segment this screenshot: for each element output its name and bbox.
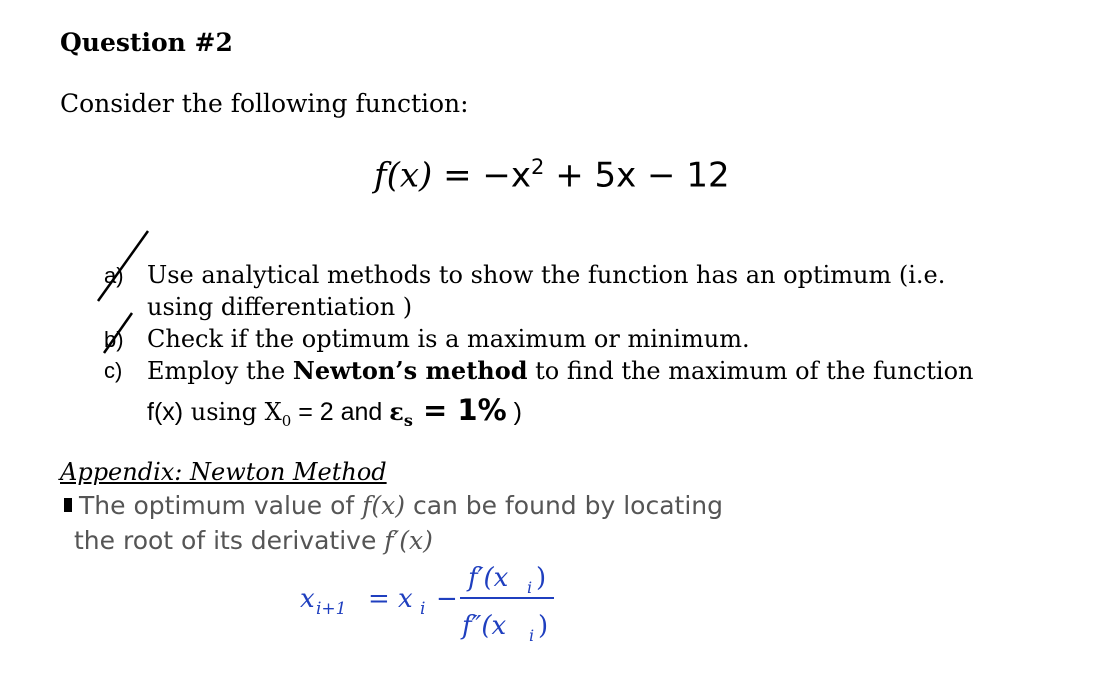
newton-eq-sub: i — [420, 599, 426, 619]
item-c-line1 — [147, 356, 974, 385]
question-title: Question #2 — [60, 28, 233, 57]
item-c-close: ) — [506, 398, 522, 426]
formula-exponent: 2 — [531, 155, 545, 179]
appendix-line1: The optimum value of f(x) can be found by locating — [64, 491, 723, 520]
item-a-line1: Use analytical methods to show the function has an optimum (i.e. — [147, 261, 946, 289]
newton-den-sub: i — [529, 626, 535, 645]
item-c-using: using X — [183, 398, 282, 426]
intro-text: Consider the following function: — [60, 89, 469, 118]
item-c-pre: Employ the — [147, 357, 293, 385]
item-c-eq2: = — [412, 393, 458, 427]
newton-num-sub: i — [527, 578, 533, 597]
newton-lhs: x — [300, 584, 315, 614]
appendix-fprime: f′(x) — [384, 526, 433, 555]
item-c-post: to find the maximum of the function — [527, 357, 974, 385]
appendix-line2: the root of its derivative f′(x) — [74, 526, 433, 555]
percent-value: 1% — [457, 393, 507, 427]
item-b-text: Check if the optimum is a maximum or minimum. — [147, 325, 750, 353]
newton-lhs-sub: i+1 — [316, 599, 347, 619]
newton-formula — [300, 556, 570, 646]
item-c-fx: f(x) — [147, 398, 184, 426]
appendix-fx: f(x) — [362, 491, 405, 520]
item-c-x0-sub: 0 — [281, 411, 292, 430]
newton-numerator: f′(x — [468, 563, 509, 593]
epsilon-symbol: ε — [389, 397, 404, 426]
item-c-marker: c) — [104, 358, 123, 383]
formula-rhs: = −x — [443, 155, 532, 196]
appendix-title: Appendix: Newton Method — [60, 458, 387, 486]
item-a-marker: a) — [104, 263, 124, 288]
item-b-marker: b) — [104, 327, 124, 352]
newton-num-close: ) — [536, 563, 547, 593]
newton-minus: − — [436, 584, 458, 614]
newton-den-close: ) — [538, 611, 549, 641]
item-c-bold: Newton’s method — [292, 356, 528, 385]
formula-lhs: f(x) — [374, 155, 433, 196]
item-c-line2 — [147, 393, 522, 430]
item-c-eq: = 2 and — [291, 398, 390, 426]
formula-rest: + 5x − 12 — [544, 155, 730, 196]
item-a-line2: using differentiation ) — [147, 293, 413, 321]
function-formula — [374, 155, 730, 195]
newton-denominator: f″(x — [462, 611, 507, 641]
epsilon-sub: s — [403, 410, 413, 430]
newton-eq: = x — [368, 584, 413, 614]
bullet-icon — [64, 498, 72, 512]
